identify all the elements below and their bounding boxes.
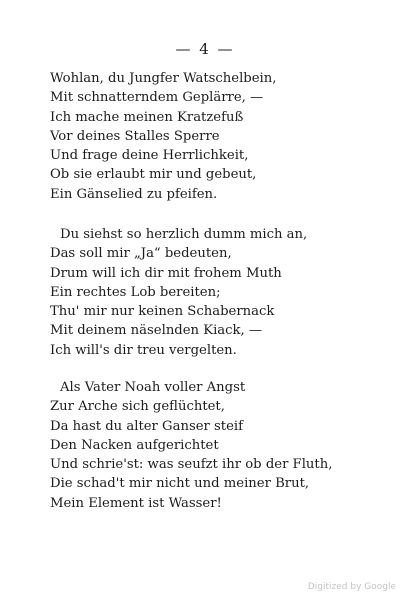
poem-line: Ob sie erlaubt mir und gebeut, (50, 167, 257, 183)
poem-line: Ein rechtes Lob bereiten; (50, 284, 221, 300)
poem-line: Vor deines Stalles Sperre (50, 128, 220, 144)
poem-line: Thu' mir nur keinen Schabernack (50, 304, 275, 320)
poem-line: Ich will's dir treu vergelten. (50, 342, 237, 358)
poem-line: Ein Gänselied zu pfeifen. (50, 186, 218, 202)
poem-line: Mit schnatterndem Geplärre, — (50, 90, 264, 106)
poem-line: Die schad't mir nicht und meiner Brut, (50, 476, 310, 492)
stanza-2 (50, 225, 380, 360)
poem-line: Drum will ich dir mit frohem Muth (50, 265, 282, 281)
poem-line: Ich mache meinen Kratzefuß (50, 109, 244, 125)
page-number: — 4 — (175, 40, 235, 58)
poem-line: Mein Element ist Wasser! (50, 495, 222, 511)
digitized-watermark: Digitized by Google (307, 582, 396, 592)
poem-line: Den Nacken aufgerichtet (50, 437, 219, 453)
poem-line: Und schrie'st: was seufzt ihr ob der Fluth, (50, 457, 333, 473)
poem-line: Als Vater Noah voller Angst (60, 380, 246, 395)
poem-line: Das soll mir „Ja“ bedeuten, (50, 246, 232, 262)
poem-line: Zur Arche sich geflüchtet, (50, 399, 225, 415)
stanza-1 (50, 69, 380, 204)
poem-line: Da hast du alter Ganser steif (50, 418, 243, 434)
poem-line: Du siehst so herzlich dumm mich an, (60, 227, 308, 242)
poem-line: Mit deinem näselnden Kiack, — (50, 323, 263, 339)
poem-line: Wohlan, du Jungfer Watschelbein, (50, 71, 277, 86)
poem-line: Und frage deine Herrlichkeit, (50, 148, 249, 164)
stanza-3 (50, 378, 380, 513)
